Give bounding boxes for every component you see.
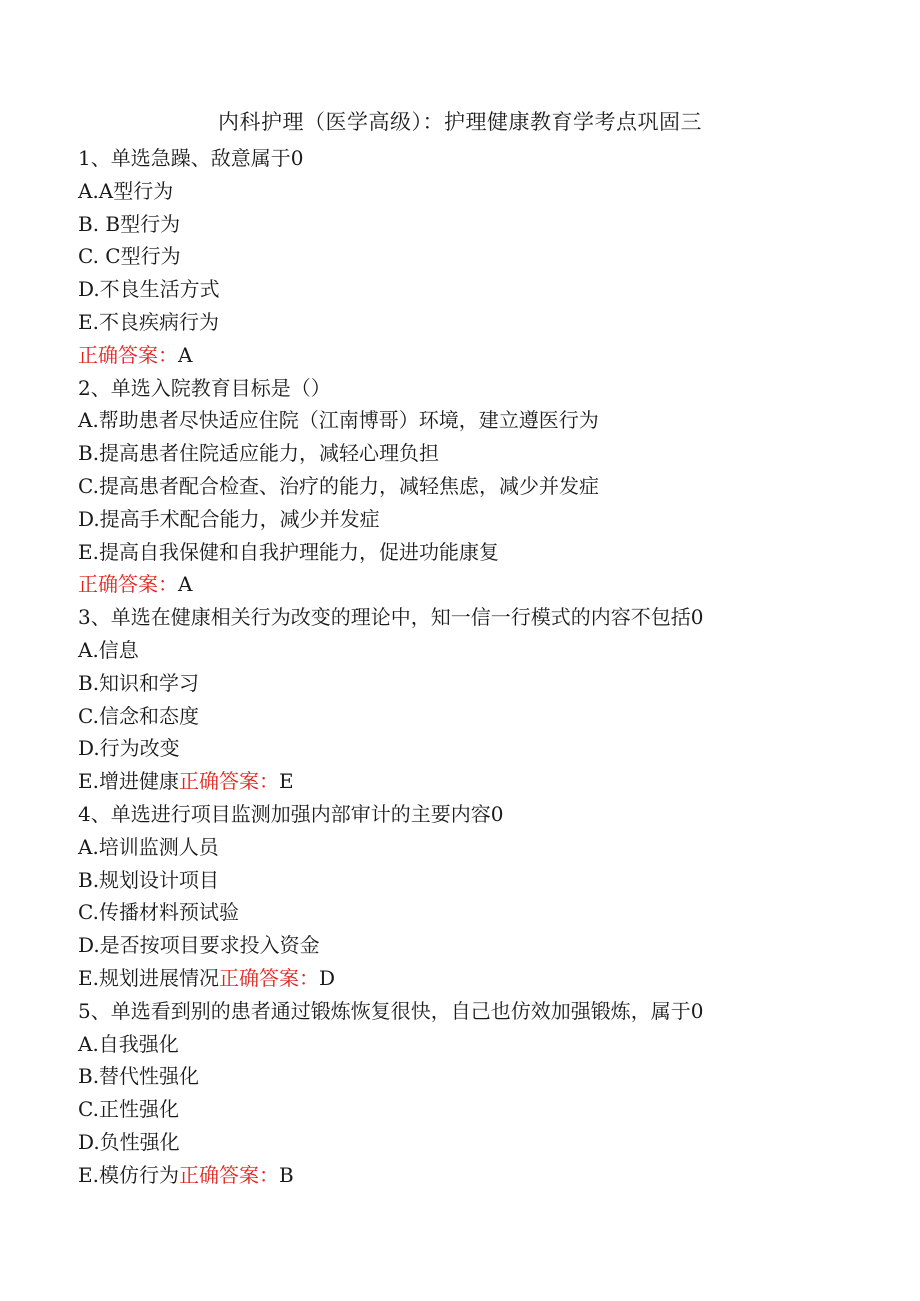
answer-label: 正确答案： bbox=[178, 1162, 279, 1187]
question-stem: 2、单选入院教育目标是（） bbox=[78, 375, 331, 400]
option-c: C.正性强化 bbox=[78, 1097, 179, 1122]
option-c: C.传播材料预试验 bbox=[78, 900, 239, 925]
answer-value: E bbox=[278, 769, 294, 794]
option-b: B. B型行为 bbox=[78, 211, 181, 236]
option-d: D.负性强化 bbox=[78, 1129, 180, 1154]
answer-label: 正确答案： bbox=[218, 965, 319, 990]
option-a: A.信息 bbox=[78, 637, 139, 662]
question-stem: 1、单选急躁、敌意属于0 bbox=[78, 146, 304, 170]
option-e: E.模仿行为 bbox=[78, 1162, 179, 1187]
option-d: D.是否按项目要求投入资金 bbox=[78, 933, 320, 958]
option-b: B.替代性强化 bbox=[78, 1064, 200, 1089]
option-c: C.提高患者配合检查、治疗的能力，减轻焦虑，减少并发症 bbox=[78, 473, 599, 498]
answer-line bbox=[78, 568, 878, 601]
option-b: B.规划设计项目 bbox=[78, 867, 220, 892]
option-e: E.不良疾病行为 bbox=[78, 309, 219, 334]
answer-value: A bbox=[178, 342, 193, 367]
option-e: E.规划进展情况 bbox=[78, 965, 219, 990]
question-stem: 5、单选看到别的患者通过锻炼恢复很快，自己也仿效加强锻炼，属于0 bbox=[78, 998, 704, 1023]
answer-value: D bbox=[318, 965, 336, 990]
option-e-with-answer bbox=[78, 962, 878, 995]
option-e: E.增进健康 bbox=[78, 769, 179, 794]
option-e-with-answer bbox=[78, 1159, 878, 1192]
option-a: A.培训监测人员 bbox=[78, 834, 219, 859]
option-d: D.提高手术配合能力，减少并发症 bbox=[78, 506, 380, 531]
answer-label: 正确答案： bbox=[78, 572, 178, 597]
option-c: C.信念和态度 bbox=[78, 703, 199, 728]
answer-label: 正确答案： bbox=[78, 342, 178, 367]
question-stem: 3、单选在健康相关行为改变的理论中，知一信一行模式的内容不包括0 bbox=[78, 605, 704, 630]
option-d: D.行为改变 bbox=[78, 736, 180, 761]
option-e-with-answer bbox=[78, 765, 878, 798]
answer-label: 正确答案： bbox=[178, 769, 279, 794]
option-a: A.A型行为 bbox=[78, 178, 174, 203]
option-a: A.帮助患者尽快适应住院（江南博哥）环境，建立遵医行为 bbox=[78, 408, 599, 433]
option-c: C. C型行为 bbox=[78, 244, 181, 269]
option-d: D.不良生活方式 bbox=[78, 277, 220, 302]
answer-line bbox=[78, 339, 878, 372]
option-b: B.知识和学习 bbox=[78, 670, 200, 695]
option-a: A.自我强化 bbox=[78, 1031, 179, 1056]
question-list bbox=[78, 142, 878, 1192]
answer-value: B bbox=[278, 1162, 294, 1187]
question-stem: 4、单选进行项目监测加强内部审计的主要内容0 bbox=[78, 801, 504, 826]
option-b: B.提高患者住院适应能力，减轻心理负担 bbox=[78, 441, 440, 466]
document-title: 内科护理（医学高级）：护理健康教育学考点巩固三 bbox=[218, 110, 702, 134]
answer-value: A bbox=[178, 572, 193, 597]
option-e: E.提高自我保健和自我护理能力，促进功能康复 bbox=[78, 539, 499, 564]
